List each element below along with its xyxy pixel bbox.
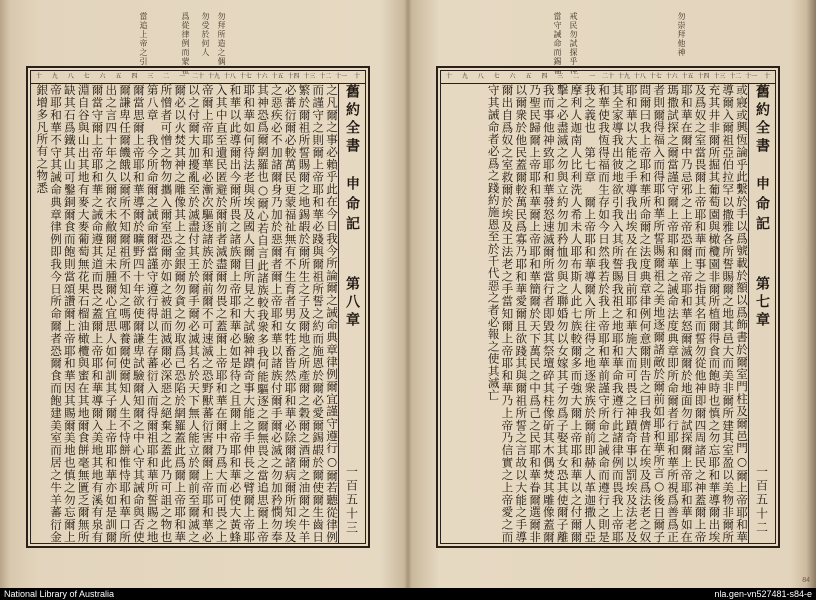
page-header xyxy=(338,84,365,543)
text-column: 之凡爾之事必賴乎此在今日我今所論爾之誡命典章律例爾宜謹守遵行○爾若聽從律例而謹守之則爾上帝耶和華必踐與爾祖所誓之約而施恩於爾必愛爾錫嘏於爾使爾生齒日繁於爾祖所誓賜爾之地錫嘏於爾所生之子及爾地之所產爾之穀爾之酒爾之油爾之牛羊必蕃衍爾必較萬民更蒙福祉無有不生育者男女牲畜皆然耶和華必除爾諸病爾所知埃及之惡疾必不加諸爾身乃加於惡爾者爾上帝耶和華以諸族付爾手爾必滅之勿加矜憫勿奉其神恐爲爾網羅也○爾心若自言此諸族較我衆多我何能驅逐之爾無畏之當追思爾上帝耶和華如何待法老與埃及國人爾目所見之大試驗神蹟奇事大能之手伸長之臂爾上帝耶和華以此導爾出今爾所畏之諸族爾上帝耶和華必如是待之且爾上帝耶和華必使大黃蜂入其中直至遺民匿避於爾前者滅盡爾勿畏之蓋爾上帝耶和華在爾中乃爲大而可畏之上帝爾上帝耶和華必漸次驅逐諸族於爾前爾不可速滅之恐野獸蕃衍害爾爾上帝耶和華必以之付爾大加擾亂至於滅盡付其王於爾手爾必滅其名於天下無人能立於爾前至爾滅之爾必以火焚其神之雕像其上之金銀爾勿貪之勿取爲己恐陷於網羅蓋此爲爾上帝耶和華所憎者可憎之物勿攜入爾室恐爾亦如之被詛而滅爾必深惡之絕棄之蓋此乃可詛之物也 第八章 我今所命爾之誡命爾當謹守遵行得以生存蕃衍入而得爾祖耶和華所誓賜之地爾當思爾上帝耶和華導爾於曠野四十年欲使爾謙卑試驗爾知爾之中心守其誡命與否使爾謙卑任爾饑餓以爾所不知爾祖所不知之嗎哪養爾使爾知人生不恃餅惟恃耶和華口所出之言四十年之久爾衣未敝爾足未腫爾心宜思人如何訓其子爾上帝耶和華亦如是訓爾爾當守爾上帝耶和華之誡命遵其道而畏之蓋爾上帝耶和華導爾入美地其地有溪有泉有淵自谷與山出其地有麥大麥葡萄無花果石榴油橄欖與蜜在其地爾食餅毫無匱乏爾無所缺其石爲鐵其山可鑿銅爾食而飽則當頌讚爾上帝耶和華因其賜爾美地也慎之勿忘爾上帝耶和華不守其誡命典章律例即我今日所命爾者恐爾食而飽建美室而居之牛羊蕃衍金銀增多凡所有之物悉 xyxy=(35,84,339,556)
book-title: 舊約全書 xyxy=(754,84,770,156)
marginal-note: 爲從律例而蒙祉 xyxy=(181,12,190,75)
marginal-note: 當守誡命而錫福 xyxy=(553,12,562,75)
line-number: 五 xyxy=(525,73,532,80)
line-number: 七 xyxy=(83,73,90,80)
left-page xyxy=(0,0,408,588)
marginal-note: 勿拜所造之偶 xyxy=(217,12,226,66)
marginal-note: 戒民勿試探乎神 xyxy=(569,12,578,75)
line-number: 十 xyxy=(35,73,42,80)
marginal-note: 當追上帝之引 xyxy=(139,12,148,66)
line-number: 三 xyxy=(147,73,154,80)
line-number: 十四 xyxy=(287,73,300,80)
footer-bar xyxy=(0,588,816,600)
line-number: 二 xyxy=(163,73,170,80)
line-number: 十六 xyxy=(665,73,678,80)
line-number: 十 xyxy=(445,73,452,80)
line-number: 二十 xyxy=(191,73,204,80)
line-number: 十七 xyxy=(239,73,252,80)
line-number: 二 xyxy=(573,73,580,80)
line-number: 十九 xyxy=(617,73,630,80)
line-number: 十五 xyxy=(681,73,694,80)
body-text xyxy=(31,84,339,556)
marginal-note: 勿受於何人 xyxy=(201,12,210,57)
line-number: 十五 xyxy=(271,73,284,80)
library-credit: National Library of Australia xyxy=(4,589,115,599)
line-number: 十三 xyxy=(303,73,316,80)
line-number: 一 xyxy=(179,73,186,80)
marginal-note: 勿崇拜他神 xyxy=(677,12,686,57)
text-frame xyxy=(436,66,780,548)
page-header xyxy=(748,84,775,543)
chapter-label: 第八章 xyxy=(344,276,360,330)
line-number: 七 xyxy=(493,73,500,80)
line-number: 二十 xyxy=(601,73,614,80)
line-number: 十二 xyxy=(319,73,332,80)
line-number: 九 xyxy=(461,73,468,80)
line-number: 六 xyxy=(509,73,516,80)
line-number: 十一 xyxy=(745,73,758,80)
line-number: 四 xyxy=(131,73,138,80)
line-number: 十七 xyxy=(649,73,662,80)
book-title: 舊約全書 xyxy=(344,84,360,156)
line-number-row xyxy=(31,71,365,84)
folio-number: 一百五十二 xyxy=(754,465,769,535)
scroll-title: 申命記 xyxy=(344,176,360,236)
text-column: 或寢或興恆論乎此繫於手以爲號載於額以爲飾書於爾室門柱及爾邑門○爾上帝耶和華導爾入爾祖亞伯拉罕以撒雅各所誓賜爾之地其邑大而美非爾所建其室盈以美物非爾所充其井非爾所掘其葡萄園與橄欖園非爾所植爾得食而飽時也慎之勿忘耶和華導爾出埃及爲奴之室當畏爾上帝耶和華而事之指其名而誓勿從他神即爾四周諸民之神蓋爾上帝耶和華在爾中乃忌邪之上帝恐爾上帝耶和華怒爾滅爾於地面勿試探爾上帝耶和華如在瑪撒試探之爾當謹守爾上帝耶和華之誡命法度典章即所命爾者行耶和華所視爲善爲正者則爾得福入而得耶和華所誓賜爾祖之美地逐爾諸敵於爾前如耶和華所言○後日爾子問爾曰我上帝耶和華所命爾之法度典章律例何意爾則告之曰我儕昔在埃及爲法老之奴耶和華以大能之手導我出埃及在我目前耶和華施大而可畏之神蹟奇事以罰埃及法老及其全家導我出彼地欲引我入其所誓賜我祖之地耶和華命我遵行此諸律例而畏我上帝耶和華使我恆得福而生存如今日然我若於我上帝耶和華前謹守所命之誡命而遵行之則是我之義也 第七章 爾上帝耶和華導爾入所往得之地逐衆族於爾前即赫人革迦撒人亞摩利人迦南人比利洗人希未人耶布斯人此七族較爾多而強大爾上帝耶和華以之付爾爾擊之必盡滅之勿與立約勿加矜恤勿與之聯婚勿以女嫁其子勿爲子娶其女恐其使爾子離我而事他神致耶和華發怒速滅爾所當行者即毀其祭壇碎其柱像斫其木偶焚其雕像蓋爾乃聖民歸爾上帝耶和華爾上帝耶和華簡爾於天下萬民之中爲己之民耶和華眷爾選爾非以爾衆於他民蓋爾較萬民爲寡乃耶和華愛爾且欲踐其與爾祖所誓之言故以大能之手導爾出自爲奴之室救爾於埃及王法老之手當知爾上帝耶和華乃上帝乃信實之上帝愛之而守其誡命者必爲之踐約施恩至於千代惡之者必報之使其滅亡 xyxy=(486,84,749,543)
line-number: 一 xyxy=(589,73,596,80)
line-number: 十八 xyxy=(223,73,236,80)
text-frame xyxy=(26,66,370,556)
line-number: 八 xyxy=(477,73,484,80)
line-number: 四 xyxy=(541,73,548,80)
line-number: 五 xyxy=(115,73,122,80)
right-page xyxy=(408,0,816,588)
line-number: 十三 xyxy=(713,73,726,80)
line-number: 十八 xyxy=(633,73,646,80)
line-number: 八 xyxy=(67,73,74,80)
line-number: 九 xyxy=(51,73,58,80)
item-identifier: nla.gen-vn527481-s84-e xyxy=(714,589,812,599)
pencil-mark: 84 xyxy=(802,577,810,584)
folio-number: 一百五十三 xyxy=(344,465,359,535)
line-number: 六 xyxy=(99,73,106,80)
line-number: 三 xyxy=(557,73,564,80)
line-number: 十 xyxy=(764,73,771,80)
scroll-title: 申命記 xyxy=(754,176,770,236)
line-number: 十 xyxy=(354,73,361,80)
line-number-row xyxy=(441,71,775,84)
line-number: 十九 xyxy=(207,73,220,80)
chapter-label: 第七章 xyxy=(754,276,770,330)
line-number: 十四 xyxy=(697,73,710,80)
line-number: 十一 xyxy=(335,73,348,80)
body-text xyxy=(441,84,748,543)
line-number: 十二 xyxy=(729,73,742,80)
line-number: 十六 xyxy=(255,73,268,80)
